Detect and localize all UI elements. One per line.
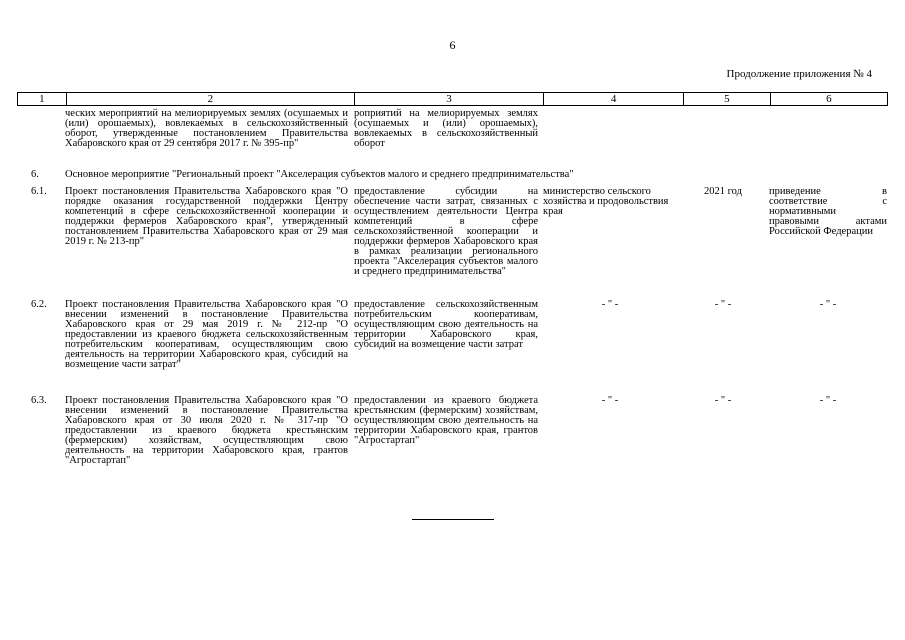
header-col-5: 5	[684, 93, 771, 105]
row-result: - " -	[819, 299, 837, 310]
row-result: приведение в соответствие с нормативными правовыми актами Российской Федерации	[769, 186, 887, 237]
continuation-label: Продолжение приложения № 4	[726, 68, 872, 80]
row-document: Проект постановления Правительства Хабаровского края "О внесении изменений в постановление Правительства Хабаровского края от 30 июля 2020 г. № 317-пр "О предоставлении из краевого бюджета крестьянским (фермерским) хозяйствам, осуществляющим свою деятельность на территории Хабаровского края, грантов "Агростартап"	[65, 395, 348, 466]
row-purpose: предоставлении из краевого бюджета крестьянским (фермерским) хозяйствам, осуществляющим свою деятельность на территории Хабаровского края, грантов "Агростартап"	[354, 395, 538, 446]
row-deadline: 2021 год	[704, 186, 742, 197]
row-document: Проект постановления Правительства Хабаровского края "О порядке оказания государственной поддержки Центру компетенций в сфере сельскохозяйственной кооперации и поддержки фермеров Хабаровского края", утвержденный постановлением Правительства Хабаровского края от 29 мая 2019 г. № 213-пр"	[65, 186, 348, 247]
row-result: - " -	[819, 395, 837, 406]
row-purpose: предоставление сельскохозяйственным потребительским кооперативам, осуществляющим свою деятельность на территории Хабаровского края, субсидий на возмещение части затрат	[354, 299, 538, 350]
header-col-2: 2	[67, 93, 355, 105]
row-responsible: - " -	[601, 299, 619, 310]
row-number: 6.2.	[31, 299, 47, 310]
section-number: 6.	[31, 169, 39, 180]
carryover-document: ческих мероприятий на мелиорируемых землях (осушаемых и (или) орошаемых), вовлекаемых в сельскохозяйственный оборот, утвержденные постановлением Правительства Хабаровского края от 29 сентября 2017 г. № 395-пр"	[65, 108, 348, 149]
row-deadline: - " -	[714, 299, 732, 310]
end-rule	[412, 519, 494, 520]
row-deadline: - " -	[714, 395, 732, 406]
table-header	[17, 92, 888, 106]
row-responsible: министерство сельского хозяйства и продовольствия края	[543, 186, 669, 217]
row-number: 6.3.	[31, 395, 47, 406]
row-responsible: - " -	[601, 395, 619, 406]
header-col-1: 1	[18, 93, 67, 105]
header-col-4: 4	[544, 93, 684, 105]
row-document: Проект постановления Правительства Хабаровского края "О внесении изменений в постановление Правительства Хабаровского края от 29 мая 2019 г. № 212-пр "О предоставлении из краевого бюджета сельскохозяйственным потребительским кооперативам, осуществляющим свою деятельность на территории Хабаровского края, субсидий на возмещение части затрат"	[65, 299, 348, 370]
page-number: 6	[449, 38, 456, 52]
row-number: 6.1.	[31, 186, 47, 197]
carryover-purpose: роприятий на мелиорируемых землях (осушаемых и (или) орошаемых), вовлекаемых в сельскохозяйственный оборот	[354, 108, 538, 149]
header-col-3: 3	[355, 93, 544, 105]
row-purpose: предоставление субсидии на обеспечение части затрат, связанных с осуществлением деятельности Центра компетенций в сфере сельскохозяйственной кооперации и поддержки фермеров Хабаровского края в рамках реализации регионального проекта "Акселерация субъектов малого и среднего предпринимательства"	[354, 186, 538, 277]
section-title: Основное мероприятие "Региональный проект "Акселерация субъектов малого и среднего предпринимательства"	[65, 169, 574, 180]
header-col-6: 6	[826, 93, 832, 105]
